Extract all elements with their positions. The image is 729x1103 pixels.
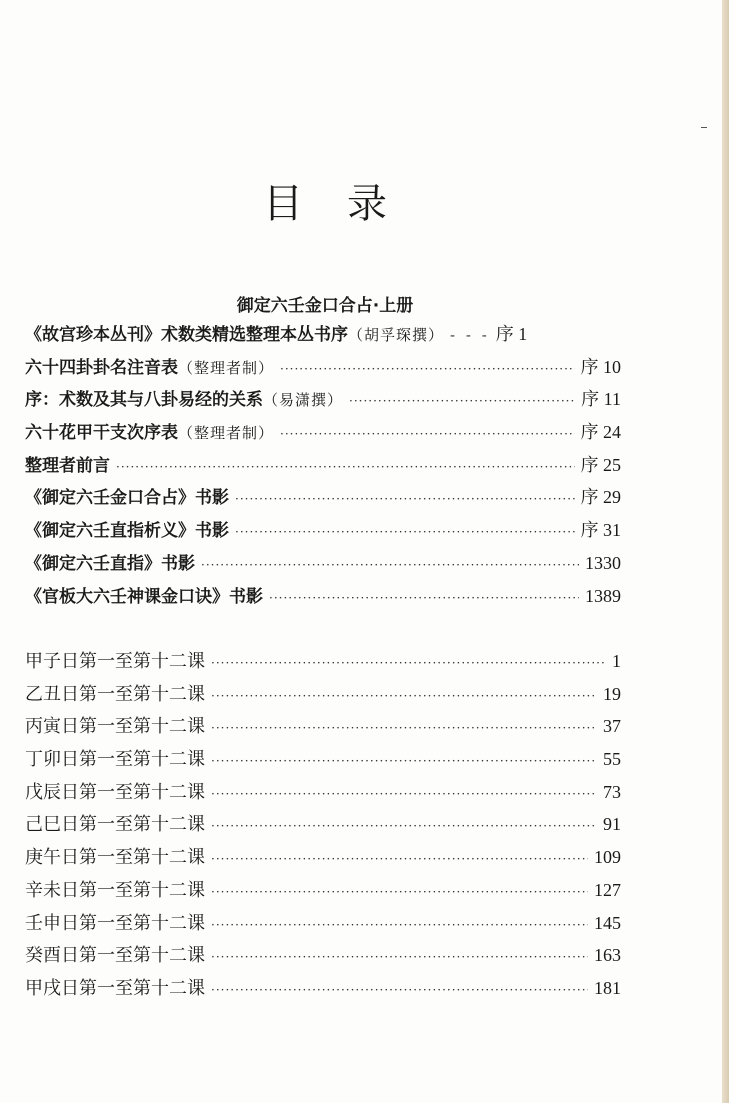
- toc-entry[interactable]: [25, 678, 621, 711]
- toc-entry-note: （胡孚琛撰）: [348, 326, 445, 344]
- dot-leader: [116, 451, 575, 484]
- toc-entry-note: （易潇撰）: [263, 391, 344, 410]
- toc-entry-title: 《故宫珍本丛刊》术数类精选整理本丛书序（胡孚琛撰）: [25, 325, 445, 345]
- toc-entry[interactable]: [25, 939, 621, 972]
- toc-entry-title: 六十花甲干支次序表（整理者制）: [25, 423, 275, 444]
- volume-subtitle: 御定六壬金口合占·上册: [236, 296, 414, 316]
- toc-entry-title: 庚午日第一至第十二课: [25, 847, 205, 869]
- toc-page-number: 序 24: [580, 422, 621, 443]
- dot-leader: [211, 909, 588, 942]
- toc-entry-title: 辛未日第一至第十二课: [25, 879, 205, 901]
- front-matter-list: [25, 318, 621, 612]
- toc-entry[interactable]: [25, 580, 621, 613]
- toc-page-number: 序 10: [580, 356, 621, 377]
- dot-leader: [201, 549, 579, 582]
- chapter-list: [25, 645, 621, 1005]
- margin-mark: [701, 127, 707, 128]
- toc-entry-title: 丁卯日第一至第十二课: [25, 749, 205, 771]
- dot-leader: [211, 876, 588, 909]
- toc-page-number: 序 11: [581, 389, 621, 410]
- toc-entry-title: 《官板大六壬神课金口诀》书影: [25, 586, 263, 607]
- dot-leader: [280, 418, 574, 451]
- toc-entry[interactable]: [25, 841, 621, 874]
- toc-page-number: 序 31: [580, 520, 621, 541]
- toc-page-number: 19: [603, 683, 621, 704]
- toc-entry[interactable]: [25, 743, 621, 776]
- toc-entry[interactable]: [25, 449, 621, 482]
- toc-entry-title: 《御定六壬直指》书影: [25, 553, 195, 574]
- toc-entry[interactable]: [25, 383, 621, 416]
- toc-entry[interactable]: [25, 972, 621, 1005]
- toc-page-number: 91: [603, 814, 621, 835]
- toc-entry-title: 《御定六壬金口合占》书影: [25, 488, 229, 509]
- toc-page-number: 55: [603, 749, 621, 770]
- toc-entry[interactable]: [25, 710, 621, 743]
- toc-entry-title: 序：术数及其与八卦易经的关系（易潇撰）: [25, 390, 344, 411]
- dot-leader: [211, 680, 597, 713]
- dot-leader: [211, 745, 597, 778]
- toc-page-number: 序 1: [495, 324, 528, 344]
- toc-page-number: 1: [612, 651, 621, 671]
- dot-leader: [235, 483, 575, 516]
- toc-entry[interactable]: [25, 318, 621, 351]
- toc-entry[interactable]: [25, 874, 621, 907]
- dot-leader: [349, 385, 575, 418]
- toc-page-number: 127: [594, 879, 621, 900]
- toc-entry-title: 己巳日第一至第十二课: [25, 814, 205, 836]
- page-edge-shadow: [722, 0, 729, 1103]
- dot-leader: [211, 778, 597, 811]
- dot-leader: [211, 712, 597, 745]
- toc-entry[interactable]: [25, 514, 621, 547]
- dot-leader: [269, 582, 579, 615]
- toc-page-number: 109: [594, 847, 621, 868]
- dash-leader: - - -: [450, 326, 490, 344]
- toc-entry-title: 丙寅日第一至第十二课: [25, 716, 205, 738]
- toc-page-number: 73: [603, 781, 621, 802]
- toc-entry[interactable]: [25, 645, 621, 678]
- toc-entry[interactable]: [25, 481, 621, 514]
- toc-entry[interactable]: [25, 547, 621, 580]
- toc-entry-note: （整理者制）: [178, 358, 275, 377]
- toc-entry[interactable]: [25, 907, 621, 940]
- dot-leader: [211, 810, 597, 843]
- toc-entry-title: 壬申日第一至第十二课: [25, 912, 205, 934]
- toc-entry-title: 《御定六壬直指析义》书影: [25, 521, 229, 542]
- toc-entry-title: 癸酉日第一至第十二课: [25, 945, 205, 967]
- toc-entry[interactable]: [25, 416, 621, 449]
- toc-entry-title: 乙丑日第一至第十二课: [25, 683, 205, 705]
- toc-entry-title: 戊辰日第一至第十二课: [25, 781, 205, 803]
- dot-leader: [211, 843, 588, 876]
- page-title: 目录: [263, 181, 431, 227]
- toc-page-number: 1389: [585, 585, 621, 606]
- toc-entry-note: （整理者制）: [178, 424, 275, 443]
- toc-page-number: 序 29: [580, 487, 621, 508]
- toc-entry[interactable]: [25, 776, 621, 809]
- dot-leader: [235, 516, 575, 549]
- toc-entry-title: 甲子日第一至第十二课: [25, 651, 205, 672]
- toc-page-number: 1330: [585, 552, 621, 573]
- toc-page-number: 181: [594, 977, 621, 998]
- dot-leader: [211, 974, 588, 1007]
- toc-entry-title: 整理者前言: [25, 455, 110, 476]
- toc-entry[interactable]: [25, 808, 621, 841]
- toc-entry-title: 甲戌日第一至第十二课: [25, 977, 205, 999]
- dot-leader: [211, 941, 588, 974]
- dot-leader: [280, 353, 574, 386]
- toc-entry-title: 六十四卦卦名注音表（整理者制）: [25, 357, 275, 378]
- dot-leader: [211, 647, 606, 680]
- toc-page-number: 163: [594, 945, 621, 966]
- toc-page-number: 序 25: [580, 454, 621, 475]
- toc-page-number: 37: [603, 716, 621, 737]
- toc-page-number: 145: [594, 912, 621, 933]
- toc-entry[interactable]: [25, 351, 621, 384]
